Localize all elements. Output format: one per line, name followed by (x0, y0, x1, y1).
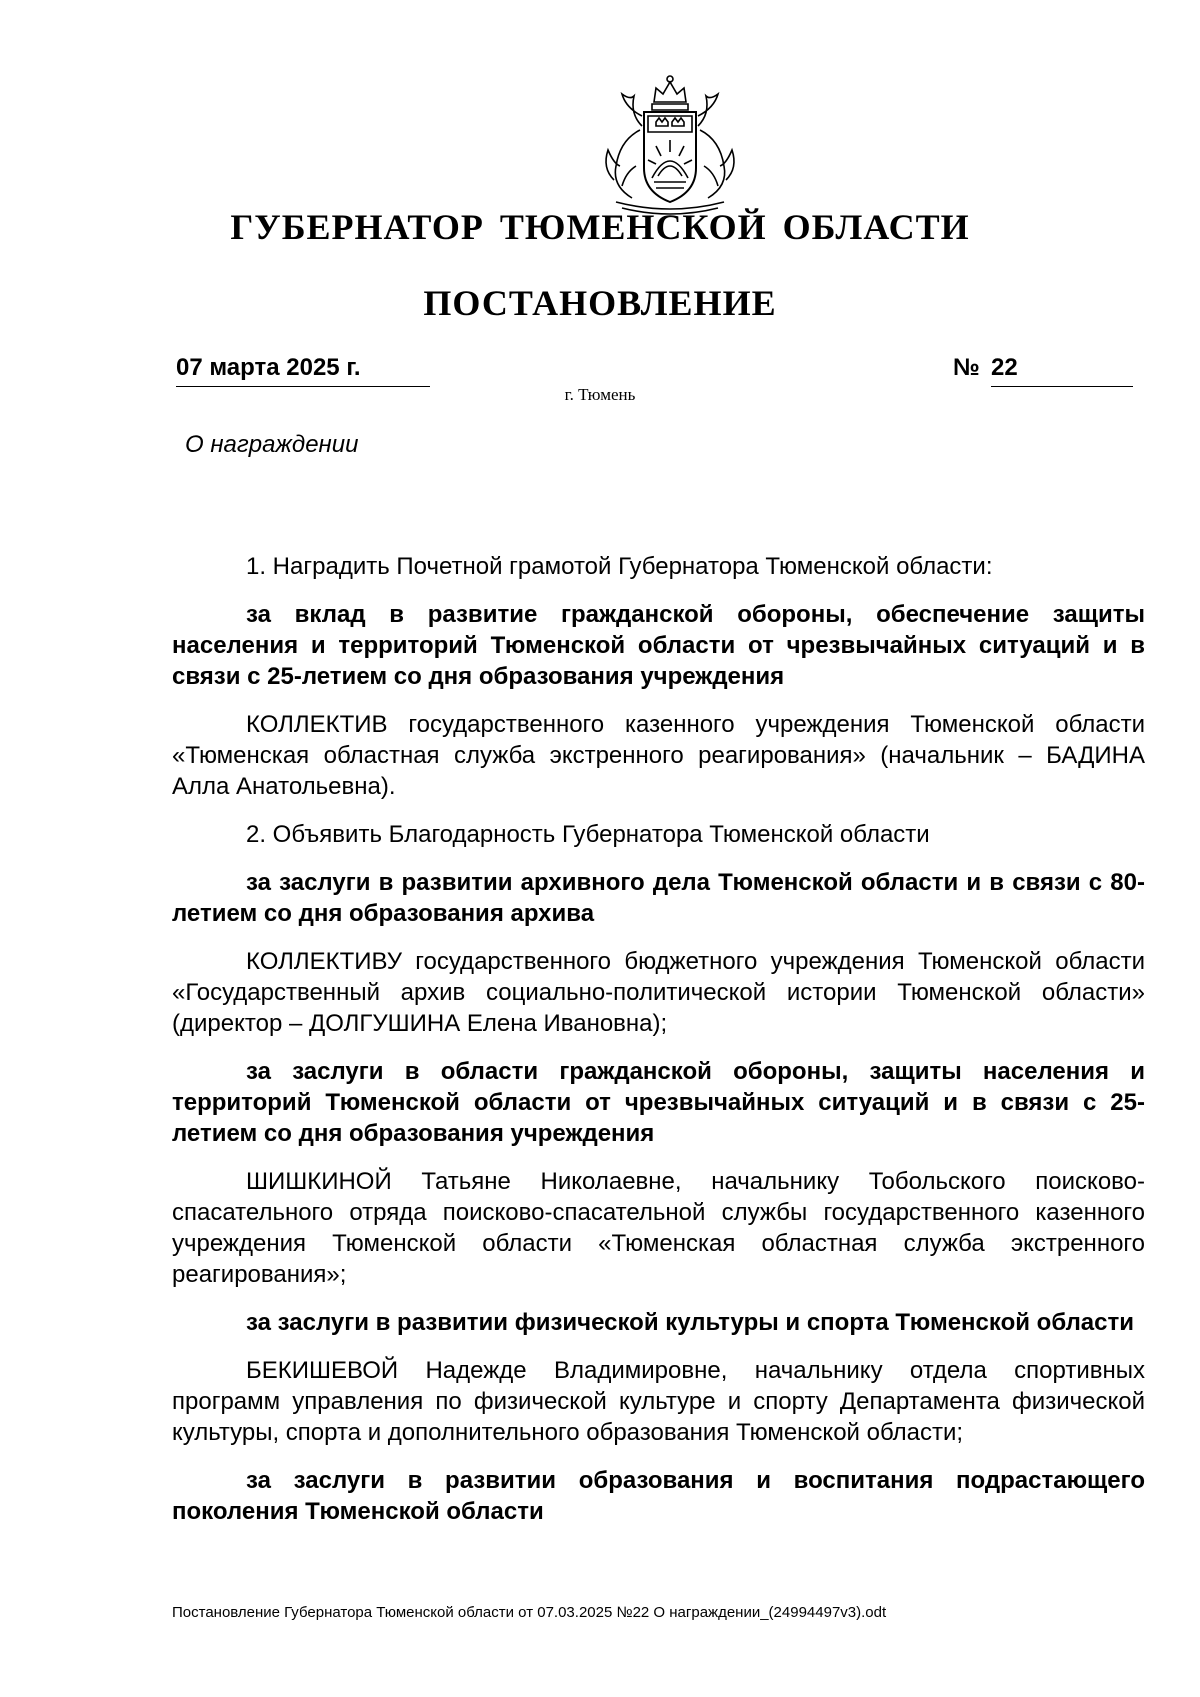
paragraph-4: 2. Объявить Благодарность Губернатора Тюменской области (246, 821, 930, 848)
paragraph-8: ШИШКИНОЙ Татьяне Николаевне, начальнику Тобольского поисково-спасательного отряда поисково-спасательной службы государственного казенного учреждения Тюменской области «Тюменская областная служба экстренного реагирования»; (172, 1168, 1145, 1288)
document-body (172, 551, 1145, 1544)
paragraph-3: КОЛЛЕКТИВ государственного казенного учреждения Тюменской области «Тюменская областная служба экстренного реагирования» (начальник – БАДИНА Алла Анатольевна). (172, 711, 1145, 800)
paragraph-9: за заслуги в развитии физической культуры и спорта Тюменской области (246, 1309, 1135, 1336)
paragraph-7: за заслуги в области гражданской обороны, защиты населения и территорий Тюменской области от чрезвычайных ситуаций и в связи с 25-летием со дня образования учреждения (172, 1058, 1145, 1147)
paragraph-5: за заслуги в развитии архивного дела Тюменской области и в связи с 80-летием со дня образования архива (172, 869, 1145, 927)
document-subject: О награждении (185, 431, 359, 458)
paragraph-1: 1. Наградить Почетной грамотой Губернатора Тюменской области: (246, 553, 993, 580)
city: г. Тюмень (564, 385, 636, 404)
document-number: 22 (991, 354, 1133, 387)
paragraph-10: БЕКИШЕВОЙ Надежде Владимировне, начальнику отдела спортивных программ управления по физической культуре и спорту Департамента физической культуры, спорта и дополнительного образования Тюменской области; (172, 1357, 1145, 1446)
authority-title: ГУБЕРНАТОР ТЮМЕНСКОЙ ОБЛАСТИ (230, 207, 970, 247)
document-type: ПОСТАНОВЛЕНИЕ (423, 283, 777, 323)
paragraph-2: за вклад в развитие гражданской обороны, обеспечение защиты населения и территорий Тюменской области от чрезвычайных ситуаций и в связи с 25-летием со дня образования учреждения (172, 601, 1145, 690)
footer-filename: Постановление Губернатора Тюменской области от 07.03.2025 №22 О награждении_(24994497v3).odt (172, 1604, 887, 1621)
paragraph-11: за заслуги в развитии образования и воспитания подрастающего поколения Тюменской области (172, 1467, 1145, 1525)
document-date: 07 марта 2025 г. (176, 354, 430, 387)
coat-of-arms-icon (592, 70, 748, 220)
paragraph-6: КОЛЛЕКТИВУ государственного бюджетного учреждения Тюменской области «Государственный архив социально-политической истории Тюменской области» (директор – ДОЛГУШИНА Елена Ивановна); (172, 948, 1145, 1037)
number-sign: № (953, 354, 980, 381)
